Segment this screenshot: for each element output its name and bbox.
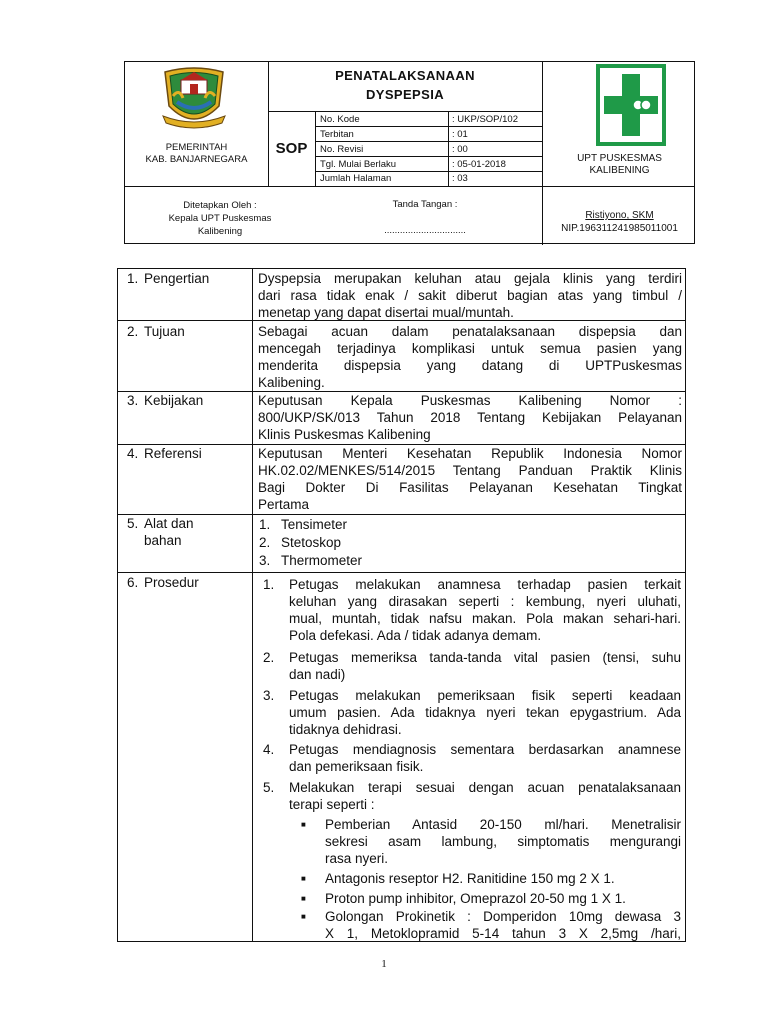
section-pengertian [118, 269, 685, 321]
section-label-cell [118, 445, 253, 514]
section-label-cell [118, 515, 253, 572]
puskesmas-logo [596, 64, 666, 146]
tanda-tangan-label: Tanda Tangan : [392, 199, 458, 210]
meta-value: : UKP/SOP/102 [452, 114, 519, 125]
section-prosedur [118, 573, 685, 941]
meta-value: : 00 [452, 144, 468, 155]
ditetapkan-oleh: Ditetapkan Oleh : Kepala UPT Puskesmas Kalibening [168, 200, 272, 237]
section-label: 3. Kebijakan [127, 393, 204, 408]
list-item: 3. Thermometer [259, 553, 363, 568]
document-meta-table [316, 112, 542, 186]
meta-value: : 03 [452, 173, 468, 184]
section-kebijakan [118, 392, 685, 445]
section-label: 6. Prosedur [127, 575, 199, 590]
meta-key: No. Revisi [320, 144, 364, 155]
section-tujuan [118, 321, 685, 392]
meta-key: Terbitan [320, 129, 354, 140]
list-item: 1. Tensimeter [259, 517, 348, 532]
procedure-step: 3. Petugas melakukan pemeriksaan fisik seperti keadaan umum pasien. Ada tidaknya nyeri tekan epygastrium. Ada tidaknya dehidrasi. [263, 688, 681, 737]
section-label-cell [118, 321, 253, 391]
page-number: 1 [381, 958, 387, 970]
sop-content-table [117, 268, 686, 942]
bullet-icon: ■ [301, 912, 306, 921]
right-org-name: UPT PUSKESMAS KALIBENING [577, 153, 662, 176]
section-alat-bahan [118, 515, 685, 573]
signature-line: ............................... [384, 225, 466, 236]
procedure-step: 5. Melakukan terapi sesuai dengan acuan penatalaksanaan terapi seperti : [263, 780, 681, 812]
meta-row [316, 157, 542, 172]
meta-row [316, 171, 542, 186]
procedure-step: 1. Petugas melakukan anamnesa terhadap pasien terkait keluhan yang dirasakan seperti : kembung, nyeri uluhati, mual, muntah, tidak nafsu makan. Pola makan sehari-hari. Pola defekasi. Ada / tidak adanya demam. [263, 577, 681, 643]
section-label: 2. Tujuan [127, 324, 185, 339]
section-text: Sebagai acuan dalam penatalaksanaan dispepsia dan mencegah terjadinya komplikasi untuk semua pasien yang menderita dispepsia yang datang di UPTPuskesmas Kalibening. [258, 324, 682, 390]
therapy-bullet: ■ Proton pump inhibitor, Omeprazol 20-50 mg 1 X 1. [301, 891, 626, 906]
document-title: PENATALAKSANAAN DYSPEPSIA [335, 68, 475, 102]
section-label: 4. Referensi [127, 446, 202, 461]
meta-key: Tgl. Mulai Berlaku [320, 159, 397, 170]
section-text: Dyspepsia merupakan keluhan atau gejala klinis yang terdiri dari rasa tidak enak / sakit diberut bagian atas yang timbul / menetap yang dapat disertai mual/muntah. [258, 271, 682, 320]
section-label-cell [118, 392, 253, 444]
meta-row [316, 142, 542, 157]
sop-header-box [124, 61, 695, 244]
procedure-step: 2. Petugas memeriksa tanda-tanda vital pasien (tensi, suhu dan nadi) [263, 650, 681, 682]
meta-row [316, 127, 542, 142]
sop-label: SOP [275, 140, 308, 157]
bullet-icon: ■ [301, 874, 306, 883]
section-referensi [118, 445, 685, 515]
bullet-icon: ■ [301, 820, 306, 829]
therapy-bullet: ■ Antagonis reseptor H2. Ranitidine 150 mg 2 X 1. [301, 871, 615, 886]
meta-key: No. Kode [320, 114, 360, 125]
signer-nip: NIP.196311241985011001 [561, 223, 678, 234]
section-text: Keputusan Kepala Puskesmas Kalibening Nomor : 800/UKP/SK/013 Tahun 2018 Tentang Kebijakan Pelayanan Klinis Puskesmas Kalibening [258, 393, 682, 442]
procedure-step: 4. Petugas mendiagnosis sementara berdasarkan anamnese dan pemeriksaan fisik. [263, 742, 681, 774]
bullet-icon: ■ [301, 894, 306, 903]
section-label: 5. Alat dan bahan [127, 516, 194, 548]
meta-value: : 01 [452, 129, 468, 140]
section-label-cell [118, 573, 253, 941]
therapy-bullet: ■ Pemberian Antasid 20-150 ml/hari. Menetralisir sekresi asam lambung, simptomatis mengurangi rasa nyeri. [301, 817, 681, 866]
meta-row [316, 112, 542, 127]
banjarnegara-coat-of-arms-logo [159, 66, 229, 130]
section-text: Keputusan Menteri Kesehatan Republik Indonesia Nomor HK.02.02/MENKES/514/2015 Tentang Panduan Praktik Klinis Bagi Dokter Di Fasilitas Pelayanan Kesehatan Tingkat Pertama [258, 446, 682, 512]
meta-value: : 05-01-2018 [452, 159, 506, 170]
section-label-cell [118, 269, 253, 320]
left-org-name: PEMERINTAH KAB. BANJARNEGARA [145, 142, 248, 165]
meta-key: Jumlah Halaman [320, 173, 392, 184]
list-item: 2. Stetoskop [259, 535, 342, 550]
section-label: 1. Pengertian [127, 271, 210, 286]
signer-name: Ristiyono, SKM [585, 210, 654, 221]
therapy-bullet: ■ Golongan Prokinetik : Domperidon 10mg dewasa 3 X 1, Metoklopramid 5-14 tahun 3 X 2,5mg /hari, [301, 909, 681, 941]
